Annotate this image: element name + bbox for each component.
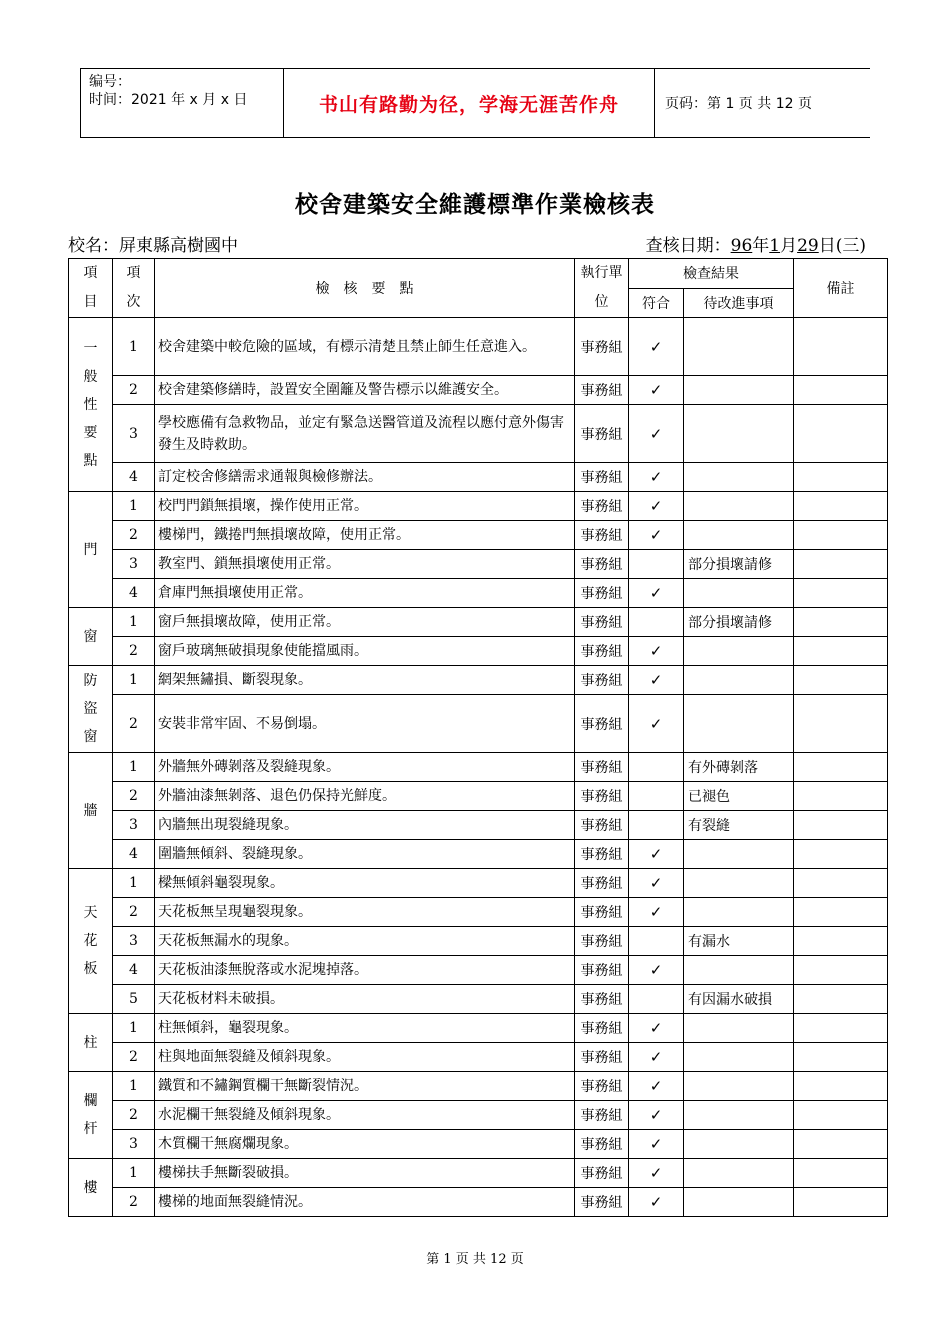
item-seq: 1 <box>113 492 155 521</box>
remark-cell <box>794 753 888 782</box>
conform-cell <box>629 1159 684 1188</box>
check-icon: ✓ <box>649 714 663 733</box>
item-seq: 1 <box>113 1159 155 1188</box>
item-unit: 事務組 <box>575 521 629 550</box>
item-seq: 1 <box>113 608 155 637</box>
table-row <box>69 1014 888 1043</box>
conform-cell <box>629 1072 684 1101</box>
item-category <box>69 753 113 869</box>
item-unit: 事務組 <box>575 666 629 695</box>
item-category-label: 防 盜 窗 <box>83 673 98 745</box>
table-row <box>69 521 888 550</box>
item-point: 內牆無出現裂縫現象。 <box>155 811 575 840</box>
remark-cell <box>794 666 888 695</box>
conform-cell <box>629 637 684 666</box>
todo-cell <box>684 637 794 666</box>
item-unit: 事務組 <box>575 608 629 637</box>
todo-cell <box>684 521 794 550</box>
item-unit: 事務組 <box>575 1101 629 1130</box>
item-seq: 1 <box>113 318 155 376</box>
item-seq: 3 <box>113 811 155 840</box>
table-row <box>69 898 888 927</box>
item-point: 鐵質和不鏽鋼質欄干無斷裂情況。 <box>155 1072 575 1101</box>
item-point: 窗戶玻璃無破損現象使能擋風雨。 <box>155 637 575 666</box>
conform-cell <box>629 579 684 608</box>
item-point: 樓梯扶手無斷裂破損。 <box>155 1159 575 1188</box>
item-category-label: 門 <box>83 541 98 558</box>
conform-cell <box>629 840 684 869</box>
check-icon: ✓ <box>649 1164 663 1182</box>
check-icon: ✓ <box>649 903 663 921</box>
todo-cell: 有漏水 <box>684 927 794 956</box>
todo-cell <box>684 579 794 608</box>
table-row <box>69 782 888 811</box>
item-seq: 1 <box>113 666 155 695</box>
remark-cell <box>794 1101 888 1130</box>
check-icon: ✓ <box>649 642 663 660</box>
check-icon: ✓ <box>649 874 663 892</box>
remark-cell <box>794 492 888 521</box>
item-point: 外牆無外磚剝落及裂縫現象。 <box>155 753 575 782</box>
header-page-label: 页码：第 1 页 共 12 页 <box>665 96 812 112</box>
item-point: 圍牆無傾斜、裂縫現象。 <box>155 840 575 869</box>
conform-cell <box>629 811 684 840</box>
todo-cell: 部分損壞請修 <box>684 608 794 637</box>
item-category <box>69 608 113 666</box>
table-row <box>69 840 888 869</box>
todo-cell: 有裂縫 <box>684 811 794 840</box>
document-header <box>80 68 870 138</box>
date-year: 96 <box>730 236 753 256</box>
remark-cell <box>794 956 888 985</box>
conform-cell <box>629 1101 684 1130</box>
table-row <box>69 1188 888 1217</box>
item-point: 樓梯門，鐵捲門無損壞故障，使用正常。 <box>155 521 575 550</box>
conform-cell <box>629 492 684 521</box>
table-row <box>69 376 888 405</box>
remark-cell <box>794 811 888 840</box>
header-remark: 備註 <box>794 259 888 318</box>
todo-cell: 有外磚剝落 <box>684 753 794 782</box>
item-unit: 事務組 <box>575 985 629 1014</box>
item-category-label: 樓 <box>83 1179 98 1196</box>
conform-cell <box>629 521 684 550</box>
table-row <box>69 637 888 666</box>
header-unit: 執行單 位 <box>575 259 629 318</box>
date-weekday: (三) <box>835 236 866 256</box>
item-unit: 事務組 <box>575 927 629 956</box>
item-seq: 4 <box>113 840 155 869</box>
check-icon: ✓ <box>649 1106 663 1124</box>
date-day-unit: 日 <box>818 236 836 256</box>
item-point: 安裝非常牢固、不易倒塌。 <box>155 695 575 753</box>
todo-cell <box>684 1101 794 1130</box>
item-unit: 事務組 <box>575 1159 629 1188</box>
header-todo: 待改進事項 <box>684 288 794 318</box>
remark-cell <box>794 1188 888 1217</box>
todo-cell <box>684 1188 794 1217</box>
todo-cell <box>684 695 794 753</box>
check-icon: ✓ <box>649 584 663 602</box>
item-point: 天花板無呈現龜裂現象。 <box>155 898 575 927</box>
check-icon: ✓ <box>649 424 663 443</box>
remark-cell <box>794 695 888 753</box>
todo-cell <box>684 463 794 492</box>
todo-cell <box>684 376 794 405</box>
todo-cell <box>684 840 794 869</box>
item-category-label: 天 花 板 <box>83 905 98 977</box>
header-points: 檢 核 要 點 <box>155 259 575 318</box>
item-point: 木質欄干無腐爛現象。 <box>155 1130 575 1159</box>
check-icon: ✓ <box>649 468 663 486</box>
item-point: 學校應備有急救物品，並定有緊急送醫管道及流程以應付意外傷害發生及時救助。 <box>155 405 575 463</box>
item-category <box>69 1159 113 1217</box>
item-seq: 4 <box>113 579 155 608</box>
remark-cell <box>794 927 888 956</box>
page-title: 校舍建築安全維護標準作業檢核表 <box>295 191 655 218</box>
conform-cell <box>629 666 684 695</box>
item-unit: 事務組 <box>575 956 629 985</box>
header-meta <box>80 69 283 137</box>
remark-cell <box>794 840 888 869</box>
todo-cell <box>684 1130 794 1159</box>
item-category-label: 牆 <box>83 802 98 819</box>
table-row <box>69 550 888 579</box>
item-unit: 事務組 <box>575 1188 629 1217</box>
item-unit: 事務組 <box>575 637 629 666</box>
item-seq: 2 <box>113 1043 155 1072</box>
item-point: 教室門、鎖無損壞使用正常。 <box>155 550 575 579</box>
item-seq: 1 <box>113 1014 155 1043</box>
todo-cell <box>684 666 794 695</box>
todo-cell <box>684 1159 794 1188</box>
table-row <box>69 492 888 521</box>
check-icon: ✓ <box>649 1135 663 1153</box>
table-row <box>69 695 888 753</box>
item-unit: 事務組 <box>575 492 629 521</box>
remark-cell <box>794 579 888 608</box>
check-icon: ✓ <box>649 381 663 399</box>
table-row <box>69 985 888 1014</box>
item-category <box>69 318 113 492</box>
remark-cell <box>794 898 888 927</box>
item-category <box>69 1072 113 1159</box>
item-point: 水泥欄干無裂縫及傾斜現象。 <box>155 1101 575 1130</box>
check-icon: ✓ <box>649 1019 663 1037</box>
table-row <box>69 405 888 463</box>
item-unit: 事務組 <box>575 550 629 579</box>
conform-cell <box>629 782 684 811</box>
date-month: 1 <box>769 236 781 256</box>
item-unit: 事務組 <box>575 898 629 927</box>
remark-cell <box>794 405 888 463</box>
item-unit: 事務組 <box>575 405 629 463</box>
item-category <box>69 492 113 608</box>
item-seq: 4 <box>113 956 155 985</box>
table-row <box>69 666 888 695</box>
item-seq: 2 <box>113 1188 155 1217</box>
date-month-unit: 月 <box>780 236 798 256</box>
conform-cell <box>629 608 684 637</box>
check-icon: ✓ <box>649 1048 663 1066</box>
remark-cell <box>794 550 888 579</box>
conform-cell <box>629 927 684 956</box>
check-icon: ✓ <box>649 1193 663 1211</box>
item-unit: 事務組 <box>575 1043 629 1072</box>
conform-cell <box>629 318 684 376</box>
conform-cell <box>629 550 684 579</box>
item-point: 天花板油漆無脫落或水泥塊掉落。 <box>155 956 575 985</box>
item-unit: 事務組 <box>575 1014 629 1043</box>
item-point: 柱與地面無裂縫及傾斜現象。 <box>155 1043 575 1072</box>
item-category <box>69 1014 113 1072</box>
item-unit: 事務組 <box>575 318 629 376</box>
item-seq: 1 <box>113 753 155 782</box>
item-seq: 2 <box>113 637 155 666</box>
todo-cell <box>684 492 794 521</box>
conform-cell <box>629 1043 684 1072</box>
item-unit: 事務組 <box>575 753 629 782</box>
item-point: 訂定校舍修繕需求通報與檢修辦法。 <box>155 463 575 492</box>
check-icon: ✓ <box>649 337 663 356</box>
item-point: 樑無傾斜龜裂現象。 <box>155 869 575 898</box>
item-category <box>69 666 113 753</box>
item-seq: 1 <box>113 1072 155 1101</box>
remark-cell <box>794 1159 888 1188</box>
item-seq: 3 <box>113 927 155 956</box>
todo-cell <box>684 318 794 376</box>
todo-cell <box>684 1014 794 1043</box>
item-point: 網架無鏽損、斷裂現象。 <box>155 666 575 695</box>
conform-cell <box>629 376 684 405</box>
item-seq: 2 <box>113 521 155 550</box>
item-point: 柱無傾斜，龜裂現象。 <box>155 1014 575 1043</box>
item-unit: 事務組 <box>575 579 629 608</box>
todo-cell <box>684 898 794 927</box>
item-point: 天花板材料未破損。 <box>155 985 575 1014</box>
date-prefix: 查核日期： <box>645 236 731 256</box>
conform-cell <box>629 898 684 927</box>
remark-cell <box>794 1072 888 1101</box>
item-unit: 事務組 <box>575 1072 629 1101</box>
conform-cell <box>629 1188 684 1217</box>
conform-cell <box>629 1130 684 1159</box>
remark-cell <box>794 869 888 898</box>
remark-cell <box>794 1043 888 1072</box>
conform-cell <box>629 463 684 492</box>
item-category-label: 窗 <box>83 628 98 645</box>
inspection-date <box>646 231 866 256</box>
remark-cell <box>794 985 888 1014</box>
table-row <box>69 1101 888 1130</box>
item-unit: 事務組 <box>575 1130 629 1159</box>
check-icon: ✓ <box>649 671 663 689</box>
conform-cell <box>629 956 684 985</box>
header-motto: 书山有路勤为径，学海无涯苦作舟 <box>283 69 655 137</box>
item-point: 校門門鎖無損壞，操作使用正常。 <box>155 492 575 521</box>
date-year-unit: 年 <box>752 236 770 256</box>
conform-cell <box>629 1014 684 1043</box>
check-icon: ✓ <box>649 526 663 544</box>
table-row <box>69 927 888 956</box>
inspection-table <box>68 258 888 1217</box>
item-seq: 1 <box>113 869 155 898</box>
remark-cell <box>794 1014 888 1043</box>
header-conform: 符合 <box>629 288 684 318</box>
todo-cell <box>684 1072 794 1101</box>
item-point: 天花板無漏水的現象。 <box>155 927 575 956</box>
item-unit: 事務組 <box>575 463 629 492</box>
remark-cell <box>794 782 888 811</box>
conform-cell <box>629 985 684 1014</box>
item-seq: 2 <box>113 376 155 405</box>
todo-cell <box>684 869 794 898</box>
item-unit: 事務組 <box>575 869 629 898</box>
conform-cell <box>629 869 684 898</box>
item-point: 窗戶無損壞故障，使用正常。 <box>155 608 575 637</box>
header-seq: 項 次 <box>113 259 155 318</box>
time-label: 时间：2021 年 x 月 x 日 <box>89 92 248 108</box>
item-category-label: 欄 杆 <box>83 1093 98 1137</box>
table-row <box>69 318 888 376</box>
table-row <box>69 1130 888 1159</box>
remark-cell <box>794 521 888 550</box>
remark-cell <box>794 463 888 492</box>
todo-cell: 部分損壞請修 <box>684 550 794 579</box>
item-seq: 4 <box>113 463 155 492</box>
item-point: 樓梯的地面無裂縫情況。 <box>155 1188 575 1217</box>
item-seq: 2 <box>113 782 155 811</box>
item-point: 校舍建築中較危險的區域，有標示清楚且禁止師生任意進入。 <box>155 318 575 376</box>
item-seq: 3 <box>113 405 155 463</box>
date-day: 29 <box>797 236 819 256</box>
table-row <box>69 608 888 637</box>
item-category-label: 柱 <box>83 1034 98 1051</box>
header-result: 檢查結果 <box>629 259 794 289</box>
item-seq: 2 <box>113 898 155 927</box>
todo-cell <box>684 956 794 985</box>
school-name: 校名：屏東縣高樹國中 <box>68 236 238 256</box>
remark-cell <box>794 637 888 666</box>
table-row <box>69 463 888 492</box>
table-row <box>69 869 888 898</box>
conform-cell <box>629 405 684 463</box>
table-row <box>69 811 888 840</box>
conform-cell <box>629 695 684 753</box>
item-seq: 2 <box>113 1101 155 1130</box>
remark-cell <box>794 318 888 376</box>
item-unit: 事務組 <box>575 376 629 405</box>
item-category-label: 一 般 性 要 點 <box>83 340 98 469</box>
remark-cell <box>794 376 888 405</box>
item-unit: 事務組 <box>575 782 629 811</box>
todo-cell: 已褪色 <box>684 782 794 811</box>
table-row <box>69 1159 888 1188</box>
item-point: 校舍建築修繕時，設置安全圍籬及警告標示以維護安全。 <box>155 376 575 405</box>
todo-cell <box>684 405 794 463</box>
check-icon: ✓ <box>649 1077 663 1095</box>
item-seq: 2 <box>113 695 155 753</box>
remark-cell <box>794 608 888 637</box>
item-unit: 事務組 <box>575 811 629 840</box>
page-footer: 第 1 页 共 12 页 <box>426 1252 524 1267</box>
item-unit: 事務組 <box>575 840 629 869</box>
table-row <box>69 579 888 608</box>
check-icon: ✓ <box>649 497 663 515</box>
item-seq: 3 <box>113 550 155 579</box>
item-seq: 3 <box>113 1130 155 1159</box>
item-point: 倉庫門無損壞使用正常。 <box>155 579 575 608</box>
table-row <box>69 1072 888 1101</box>
table-row <box>69 1043 888 1072</box>
check-icon: ✓ <box>649 961 663 979</box>
todo-cell <box>684 1043 794 1072</box>
table-row <box>69 753 888 782</box>
item-category <box>69 869 113 1014</box>
remark-cell <box>794 1130 888 1159</box>
item-unit: 事務組 <box>575 695 629 753</box>
conform-cell <box>629 753 684 782</box>
table-row <box>69 956 888 985</box>
item-point: 外牆油漆無剝落、退色仍保持光鮮度。 <box>155 782 575 811</box>
header-item: 項 目 <box>69 259 113 318</box>
number-label: 编号： <box>89 74 131 90</box>
check-icon: ✓ <box>649 845 663 863</box>
item-seq: 5 <box>113 985 155 1014</box>
todo-cell: 有因漏水破損 <box>684 985 794 1014</box>
